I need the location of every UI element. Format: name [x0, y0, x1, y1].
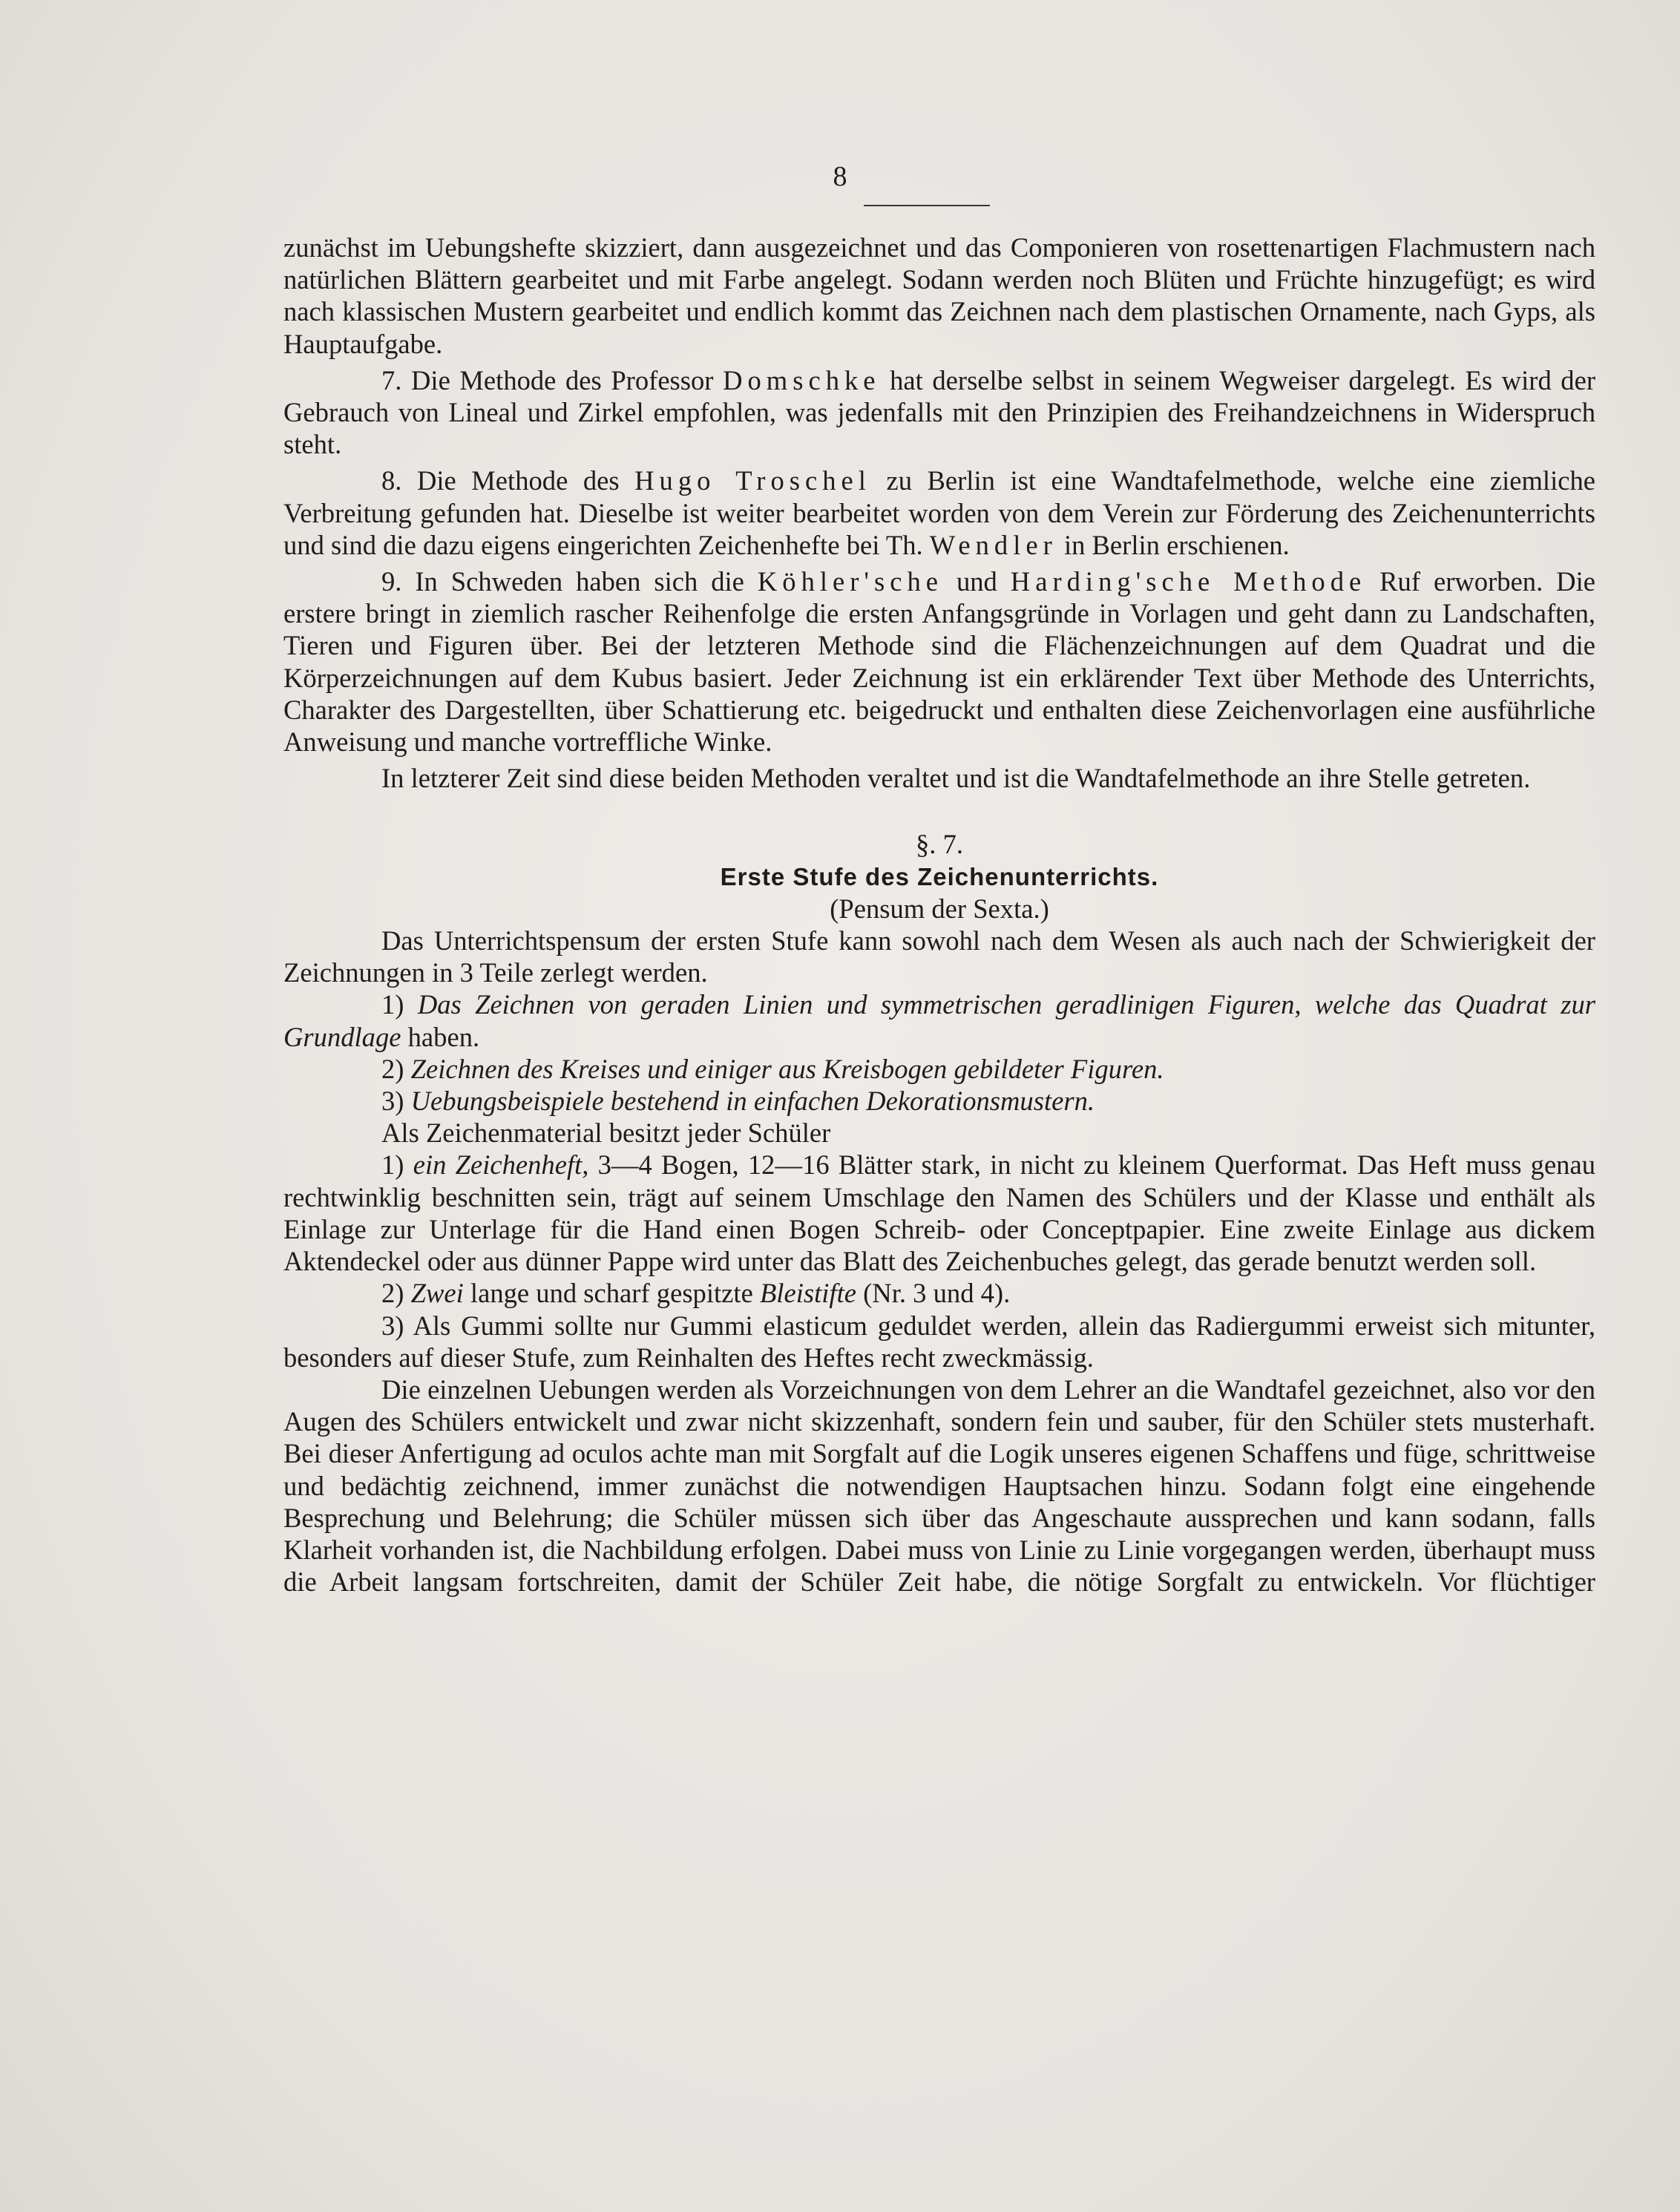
- text-run: 9. In Schweden haben sich die: [381, 566, 758, 597]
- part-item: [283, 1085, 1595, 1117]
- item-number: 3): [381, 1310, 404, 1341]
- item-number: 1): [381, 1149, 404, 1181]
- text-run: lange und scharf gespitzte: [463, 1278, 760, 1309]
- spaced-name: Harding'sche Methode: [1010, 566, 1367, 597]
- header-rule: [864, 205, 990, 206]
- paragraph-letzterer: In letzterer Zeit sind diese beiden Methoden veraltet und ist die Wandtafelmethode an ihre Stelle getreten.: [381, 763, 1531, 794]
- text-run: 8. Die Methode des: [381, 465, 635, 496]
- italic-text: Uebungsbeispiele bestehend in einfachen Dekorationsmustern.: [410, 1086, 1095, 1117]
- paragraph-troschel: [283, 465, 1595, 561]
- material-item: [283, 1310, 1595, 1374]
- text-run: und: [943, 566, 1011, 597]
- italic-text: ein Zeichenheft,: [413, 1149, 589, 1181]
- item-number: 1): [381, 989, 404, 1020]
- item-number: 3): [381, 1086, 404, 1117]
- body-text: [283, 232, 1595, 1598]
- item-number: 2): [381, 1053, 404, 1084]
- material-item: [283, 1149, 1595, 1277]
- item-number: 2): [381, 1278, 404, 1309]
- italic-text: Zeichnen des Kreises und einiger aus Kreisbogen gebildeter Figuren.: [410, 1053, 1164, 1084]
- part-item: [283, 1053, 1595, 1085]
- italic-text: Das Zeichnen von geraden Linien und symmetrischen geradlinigen Figuren, welche das Quadrat zur Grundlage: [283, 989, 1595, 1052]
- text-run: (Nr. 3 und 4).: [856, 1278, 1011, 1309]
- material-intro: Als Zeichenmaterial besitzt jeder Schüler: [381, 1118, 831, 1149]
- section-title: Erste Stufe des Zeichenunterrichts.: [720, 862, 1159, 890]
- section-intro: Das Unterrichtspensum der ersten Stufe kann sowohl nach dem Wesen als auch nach der Schwierigkeit der Zeichnungen in 3 Teile zerlegt werden.: [283, 925, 1595, 988]
- paragraph-domschke: [283, 364, 1595, 461]
- italic-text: Bleistifte: [759, 1278, 856, 1309]
- text-run: Als Gummi sollte nur Gummi elasticum geduldet werden, allein das Radiergummi erweist sich mitunter, besonders auf dieser Stufe, zum Reinhalten des Heftes recht zweckmässig.: [283, 1310, 1595, 1373]
- spaced-name: Wendler: [929, 529, 1057, 560]
- paragraph-schweden: [283, 565, 1595, 758]
- text-run: in Berlin erschienen.: [1057, 529, 1290, 560]
- section-subtitle: (Pensum der Sexta.): [830, 893, 1049, 924]
- section-number: §. 7.: [915, 829, 963, 860]
- text-run: zu Berlin ist eine Wandtafelmethode, welche eine ziemliche Verbreitung gefunden hat. Dieselbe ist weiter bearbeitet worden von dem Verein zur Förderung des Zeichenunterrichts und sind die dazu eigens eingerichten Zeichenhefte bei Th.: [283, 465, 1595, 560]
- spaced-name: Hugo Troschel: [634, 465, 871, 496]
- text-run: haben.: [401, 1021, 480, 1052]
- part-item: [283, 988, 1595, 1052]
- paragraph-final: Die einzelnen Uebungen werden als Vorzeichnungen von dem Lehrer an die Wandtafel gezeichnet, also vor den Augen des Schülers entwickelt und zwar nicht skizzenhaft, sondern fein und sauber, für den Schüler stets musterhaft. Bei dieser Anfertigung ad oculos achte man mit Sorgfalt auf die Logik unseres eigenen Schaffens und füge, schrittweise und bedächtig zeichnend, immer zunächst die notwendigen Hauptsachen hinzu. Sodann folgt eine eingehende Besprechung und Belehrung; die Schüler müssen sich über das Angeschaute aussprechen und kann sodann, falls Klarheit vorhanden ist, die Nachbildung erfolgen. Dabei muss von Linie zu Linie vorgegangen werden, überhaupt muss die Arbeit langsam fortschreiten, damit der Schüler Zeit habe, die nötige Sorgfalt zu entwickeln. Vor flüchtiger: [283, 1374, 1595, 1598]
- text-run: Ruf erworben. Die erstere bringt in ziemlich rascher Reihenfolge die ersten Anfangsgründe in Vorlagen und geht dann zu Landschaften, Tieren und Figuren über. Bei der letzteren Methode sind die Flächenzeichnungen auf dem Quadrat und die Körperzeichnungen auf dem Kubus basiert. Jeder Zeichnung ist ein erklärender Text über Methode des Unterrichts, Charakter des Dargestellten, über Schattierung etc. beigedruckt und enthalten diese Zeichenvorlagen eine ausführliche Anweisung und manche vortreffliche Winke.: [283, 566, 1595, 758]
- material-item: [283, 1277, 1595, 1309]
- page-number: 8: [833, 161, 847, 192]
- text-run: hat derselbe selbst in seinem Wegweiser dargelegt. Es wird der Gebrauch von Lineal und Zirkel empfohlen, was jedenfalls mit den Prinzipien des Freihandzeichnens in Widerspruch steht.: [283, 364, 1596, 460]
- paragraph-continuation: zunächst im Uebungshefte skizziert, dann ausgezeichnet und das Componieren von rosettenartigen Flachmustern nach natürlichen Blättern gearbeitet und mit Farbe angelegt. Sodann werden noch Blüten und Früchte hinzugefügt; es wird nach klassischen Mustern gearbeitet und endlich kommt das Zeichnen nach dem plastischen Ornamente, nach Gyps, als Hauptaufgabe.: [283, 232, 1595, 359]
- text-run: 7. Die Methode des Professor: [381, 364, 723, 396]
- spaced-name: Domschke: [723, 364, 881, 396]
- spaced-name: Köhler'sche: [757, 566, 944, 597]
- text-run: 3—4 Bogen, 12—16 Blätter stark, in nicht zu kleinem Querformat. Das Heft muss genau rechtwinklig beschnitten sein, trägt auf seinem Umschlage den Namen des Schülers und der Klasse und enthält als Einlage zur Unterlage für die Hand einen Bogen Schreib- oder Conceptpapier. Eine zweite Einlage aus dickem Aktendeckel oder aus dünner Pappe wird unter das Blatt des Zeichenbuches gelegt, das gerade benutzt werden soll.: [283, 1149, 1595, 1277]
- italic-text: Zwei: [410, 1278, 464, 1309]
